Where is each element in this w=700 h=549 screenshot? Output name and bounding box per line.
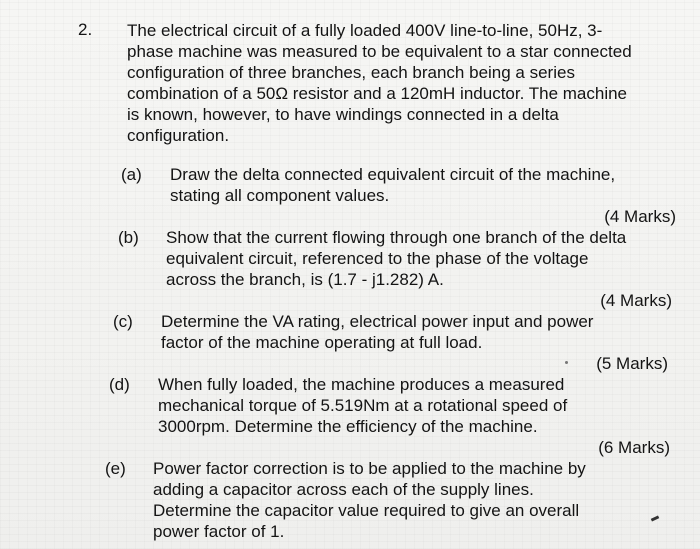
part-d-label: (d): [109, 375, 130, 394]
part-line: Determine the capacitor value required to give an overall: [153, 501, 580, 520]
part-c-text: [161, 311, 593, 353]
part-line: equivalent circuit, referenced to the phase of the voltage: [166, 249, 589, 268]
part-line: Power factor correction is to be applied to the machine by: [153, 459, 586, 478]
part-line: factor of the machine operating at full load.: [161, 333, 483, 352]
part-b-label: (b): [118, 228, 139, 247]
part-e-label: (e): [105, 459, 126, 478]
part-line: Determine the VA rating, electrical power input and power: [161, 312, 594, 331]
part-b-marks: (4 Marks): [600, 291, 672, 310]
part-a-label: (a): [121, 165, 142, 184]
part-line: power factor of 1.: [153, 522, 285, 541]
part-e-text: [153, 458, 586, 542]
part-b-text: [166, 227, 626, 290]
question-number: 2.: [78, 20, 93, 39]
intro-line: configuration of three branches, each branch being a series: [127, 63, 575, 82]
intro-line: is known, however, to have windings connected in a delta: [127, 105, 559, 124]
intro-line: configuration.: [127, 126, 230, 145]
part-d-marks: (6 Marks): [598, 438, 670, 457]
part-line: Draw the delta connected equivalent circuit of the machine,: [170, 165, 616, 184]
part-line: mechanical torque of 5.519Nm at a rotational speed of: [158, 396, 568, 415]
part-a-text: [170, 164, 615, 206]
part-line: across the branch, is (1.7 - j1.282) A.: [166, 270, 444, 289]
part-a-marks: (4 Marks): [604, 207, 676, 226]
intro-line: phase machine was measured to be equivalent to a star connected: [127, 42, 632, 61]
pen-mark: [651, 515, 660, 521]
part-line: adding a capacitor across each of the supply lines.: [153, 480, 534, 499]
intro-line: combination of a 50Ω resistor and a 120mH inductor. The machine: [127, 84, 628, 103]
part-line: Show that the current flowing through one branch of the delta: [166, 228, 627, 247]
part-d-text: [158, 374, 567, 437]
part-c-marks: (5 Marks): [596, 354, 668, 373]
dust-speck: [565, 361, 568, 364]
part-line: stating all component values.: [170, 186, 390, 205]
question-intro: [127, 20, 687, 146]
part-line: When fully loaded, the machine produces a measured: [158, 375, 565, 394]
part-c-label: (c): [113, 312, 133, 331]
intro-line: The electrical circuit of a fully loaded 400V line-to-line, 50Hz, 3-: [127, 21, 603, 40]
part-line: 3000rpm. Determine the efficiency of the machine.: [158, 417, 538, 436]
